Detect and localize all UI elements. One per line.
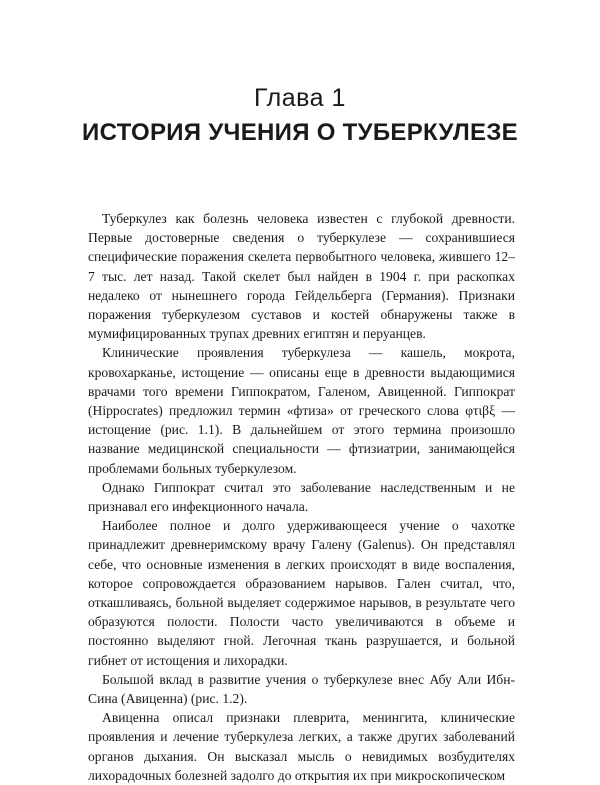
chapter-label: Глава 1 (254, 84, 346, 112)
paragraph: Наиболее полное и долго удерживающееся учение о чахотке принадлежит древнеримскому врачу Галену (Galenus). Он представлял себе, что основные изменения в легких происходят в виде воспаления, которое сопровождается образованием нарывов. Гален считал, что, откашливаясь, больной выделяет содержимое нарывов, в результате чего образуются полости. Полости часто увеличиваются в объеме и постоянно выделяют гной. Легочная ткань разрушается, и больной гибнет от истощения и лихорадки. (88, 518, 515, 668)
paragraph: Большой вклад в развитие учения о туберкулезе внес Абу Али Ибн-Сина (Авиценна) (рис. 1.2). (88, 671, 515, 707)
paragraph: Авиценна описал признаки плеврита, менингита, клинические проявления и лечение туберкулеза легких, а также других заболеваний органов дыхания. Он высказал мысль о невидимых возбудителях лихорадочных болезней задолго до открытия их при микроскопическом (88, 710, 515, 783)
body-text (88, 209, 515, 785)
chapter-title: ИСТОРИЯ УЧЕНИЯ О ТУБЕРКУЛЕЗЕ (82, 119, 518, 146)
paragraph: Клинические проявления туберкулеза — кашель, мокрота, кровохарканье, истощение — описаны еще в древности выдающимися врачами того времени Гиппократом, Галеном, Авиценной. Гиппократ (Hippocrates) предложил термин «фтиза» от греческого слова φτιβξ — истощение (рис. 1.1). В дальнейшем от этого термина произошло название медицинской специальности — фтизиатрии, занимающейся проблемами больных туберкулезом. (88, 345, 515, 476)
paragraph: Туберкулез как болезнь человека известен с глубокой древности. Первые достоверные сведения о туберкулезе — сохранившиеся специфические поражения скелета первобытного человека, жившего 12–7 тыс. лет назад. Такой скелет был найден в 1904 г. при раскопках недалеко от нынешнего города Гейдельберга (Германия). Признаки поражения туберкулезом суставов и костей обнаружены также в мумифицированных трупах древних египтян и перуанцев. (88, 211, 515, 342)
paragraph: Однако Гиппократ считал это заболевание наследственным и не признавал его инфекционного начала. (88, 479, 515, 515)
